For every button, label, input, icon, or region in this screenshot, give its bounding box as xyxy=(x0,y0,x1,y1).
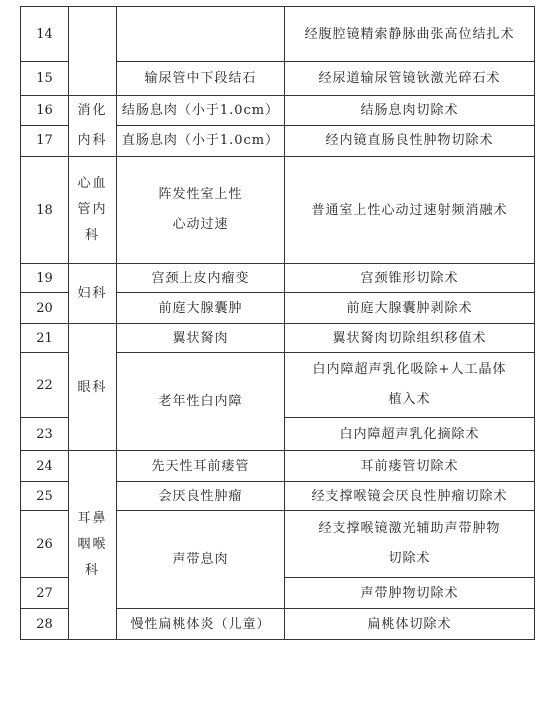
row-number: 28 xyxy=(21,609,69,640)
table-row xyxy=(21,324,535,353)
procedure-cell: 扁桃体切除术 xyxy=(285,609,535,640)
table-row xyxy=(21,157,535,264)
procedure-cell: 经尿道输尿管镜钬激光碎石术 xyxy=(285,62,535,96)
procedure-cell: 耳前瘘管切除术 xyxy=(285,451,535,482)
row-number: 23 xyxy=(21,418,69,451)
procedure-cell: 前庭大腺囊肿剥除术 xyxy=(285,293,535,324)
disease-cell: 先天性耳前瘘管 xyxy=(117,451,285,482)
table-row xyxy=(21,451,535,482)
department-gynecology: 妇科 xyxy=(69,264,117,324)
department-digestive: 消化 内科 xyxy=(69,96,117,157)
table-row xyxy=(21,7,535,62)
procedure-cell: 经支撑喉镜激光辅助声带肿物 切除术 xyxy=(285,511,535,578)
disease-cell: 前庭大腺囊肿 xyxy=(117,293,285,324)
procedure-cell: 经内镜直肠良性肿物切除术 xyxy=(285,125,535,156)
procedure-cell: 经支撑喉镜会厌良性肿瘤切除术 xyxy=(285,482,535,511)
procedure-cell: 普通室上性心动过速射频消融术 xyxy=(285,157,535,264)
disease-cell: 结肠息肉（小于1.0cm） xyxy=(117,96,285,126)
disease-cell: 阵发性室上性 心动过速 xyxy=(117,157,285,264)
procedure-cell: 翼状胬肉切除组织移值术 xyxy=(285,324,535,353)
disease-cataract: 老年性白内障 xyxy=(117,353,285,451)
procedure-cell: 经腹腔镜精索静脉曲张高位结扎术 xyxy=(285,7,535,62)
row-number: 14 xyxy=(21,7,69,62)
disease-cell: 会厌良性肿瘤 xyxy=(117,482,285,511)
table-row xyxy=(21,264,535,293)
disease-cell xyxy=(117,7,285,62)
row-number: 21 xyxy=(21,324,69,353)
procedure-cell: 白内障超声乳化吸除+人工晶体 植入术 xyxy=(285,353,535,418)
row-number: 27 xyxy=(21,578,69,609)
disease-vocal-polyp: 声带息肉 xyxy=(117,511,285,609)
procedure-cell: 结肠息肉切除术 xyxy=(285,96,535,126)
table-row xyxy=(21,96,535,126)
department-ophthalmology: 眼科 xyxy=(69,324,117,451)
row-number: 18 xyxy=(21,157,69,264)
department-cardiology: 心血 管内 科 xyxy=(69,157,117,264)
row-number: 15 xyxy=(21,62,69,96)
procedure-table xyxy=(20,6,535,640)
row-number: 16 xyxy=(21,96,69,126)
disease-cell: 翼状胬肉 xyxy=(117,324,285,353)
row-number: 17 xyxy=(21,125,69,156)
disease-cell: 慢性扁桃体炎（儿童） xyxy=(117,609,285,640)
procedure-cell: 声带肿物切除术 xyxy=(285,578,535,609)
disease-cell: 直肠息肉（小于1.0cm） xyxy=(117,125,285,156)
row-number: 26 xyxy=(21,511,69,578)
department-cell xyxy=(69,7,117,96)
department-ent: 耳鼻 咽喉 科 xyxy=(69,451,117,640)
row-number: 22 xyxy=(21,353,69,418)
row-number: 24 xyxy=(21,451,69,482)
disease-cell: 宫颈上皮内瘤变 xyxy=(117,264,285,293)
row-number: 19 xyxy=(21,264,69,293)
row-number: 25 xyxy=(21,482,69,511)
row-number: 20 xyxy=(21,293,69,324)
procedure-cell: 宫颈锥形切除术 xyxy=(285,264,535,293)
disease-cell: 输尿管中下段结石 xyxy=(117,62,285,96)
procedure-cell: 白内障超声乳化摘除术 xyxy=(285,418,535,451)
